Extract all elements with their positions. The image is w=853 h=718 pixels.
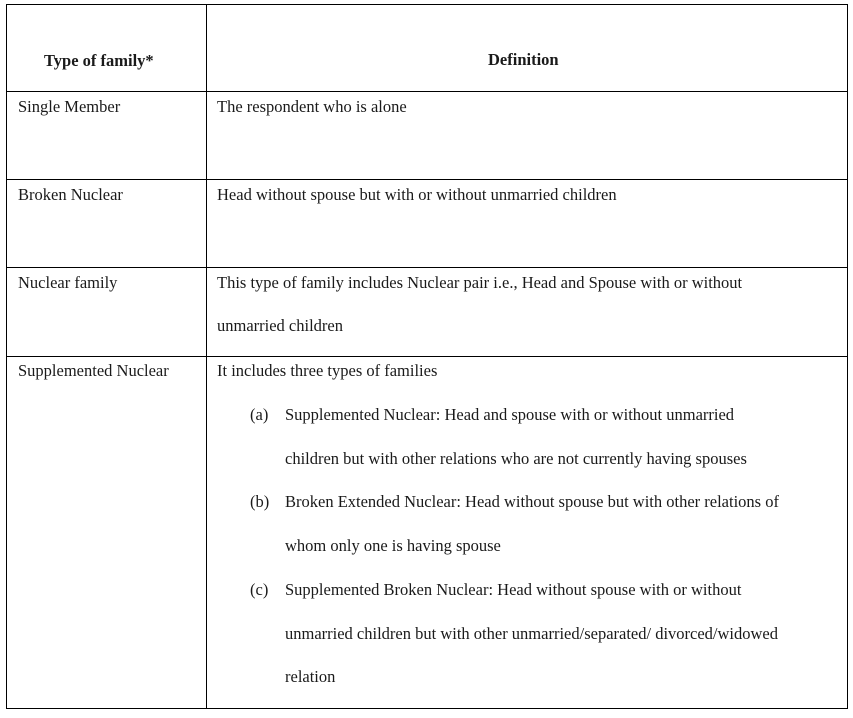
definition-intro: It includes three types of families: [217, 361, 438, 380]
table-header-row: [7, 5, 847, 92]
definition-line: This type of family includes Nuclear pair i.e., Head and Spouse with or without: [217, 273, 743, 292]
definition-line: The respondent who is alone: [217, 97, 407, 116]
definition-line: Head without spouse but with or without unmarried children: [217, 185, 617, 204]
table-row: [7, 357, 847, 708]
family-type-cell: Single Member: [18, 97, 121, 116]
subitem-line: relation: [285, 667, 336, 686]
family-type-cell: Broken Nuclear: [18, 185, 123, 204]
definition-line: unmarried children: [217, 316, 343, 335]
family-types-table: [6, 4, 848, 709]
table-row: [7, 268, 847, 357]
subitem-line: Supplemented Broken Nuclear: Head without spouse with or without: [285, 580, 742, 599]
header-type-of-family: Type of family*: [44, 51, 154, 70]
family-type-cell: Supplemented Nuclear: [18, 361, 169, 380]
subitem-line: Supplemented Nuclear: Head and spouse with or without unmarried: [285, 405, 735, 424]
subitem-line: whom only one is having spouse: [285, 536, 501, 555]
subitem-line: unmarried children but with other unmarried/separated/ divorced/widowed: [285, 624, 779, 643]
subitem-line: children but with other relations who are not currently having spouses: [285, 449, 747, 468]
family-type-cell: Nuclear family: [18, 273, 118, 292]
subitem-label: (a): [250, 405, 269, 424]
table-row: [7, 180, 847, 268]
header-definition: Definition: [488, 50, 559, 69]
subitem-line: Broken Extended Nuclear: Head without spouse but with other relations of: [285, 492, 779, 511]
subitem-label: (b): [250, 492, 270, 511]
table-row: [7, 92, 847, 180]
subitem-label: (c): [250, 580, 269, 599]
